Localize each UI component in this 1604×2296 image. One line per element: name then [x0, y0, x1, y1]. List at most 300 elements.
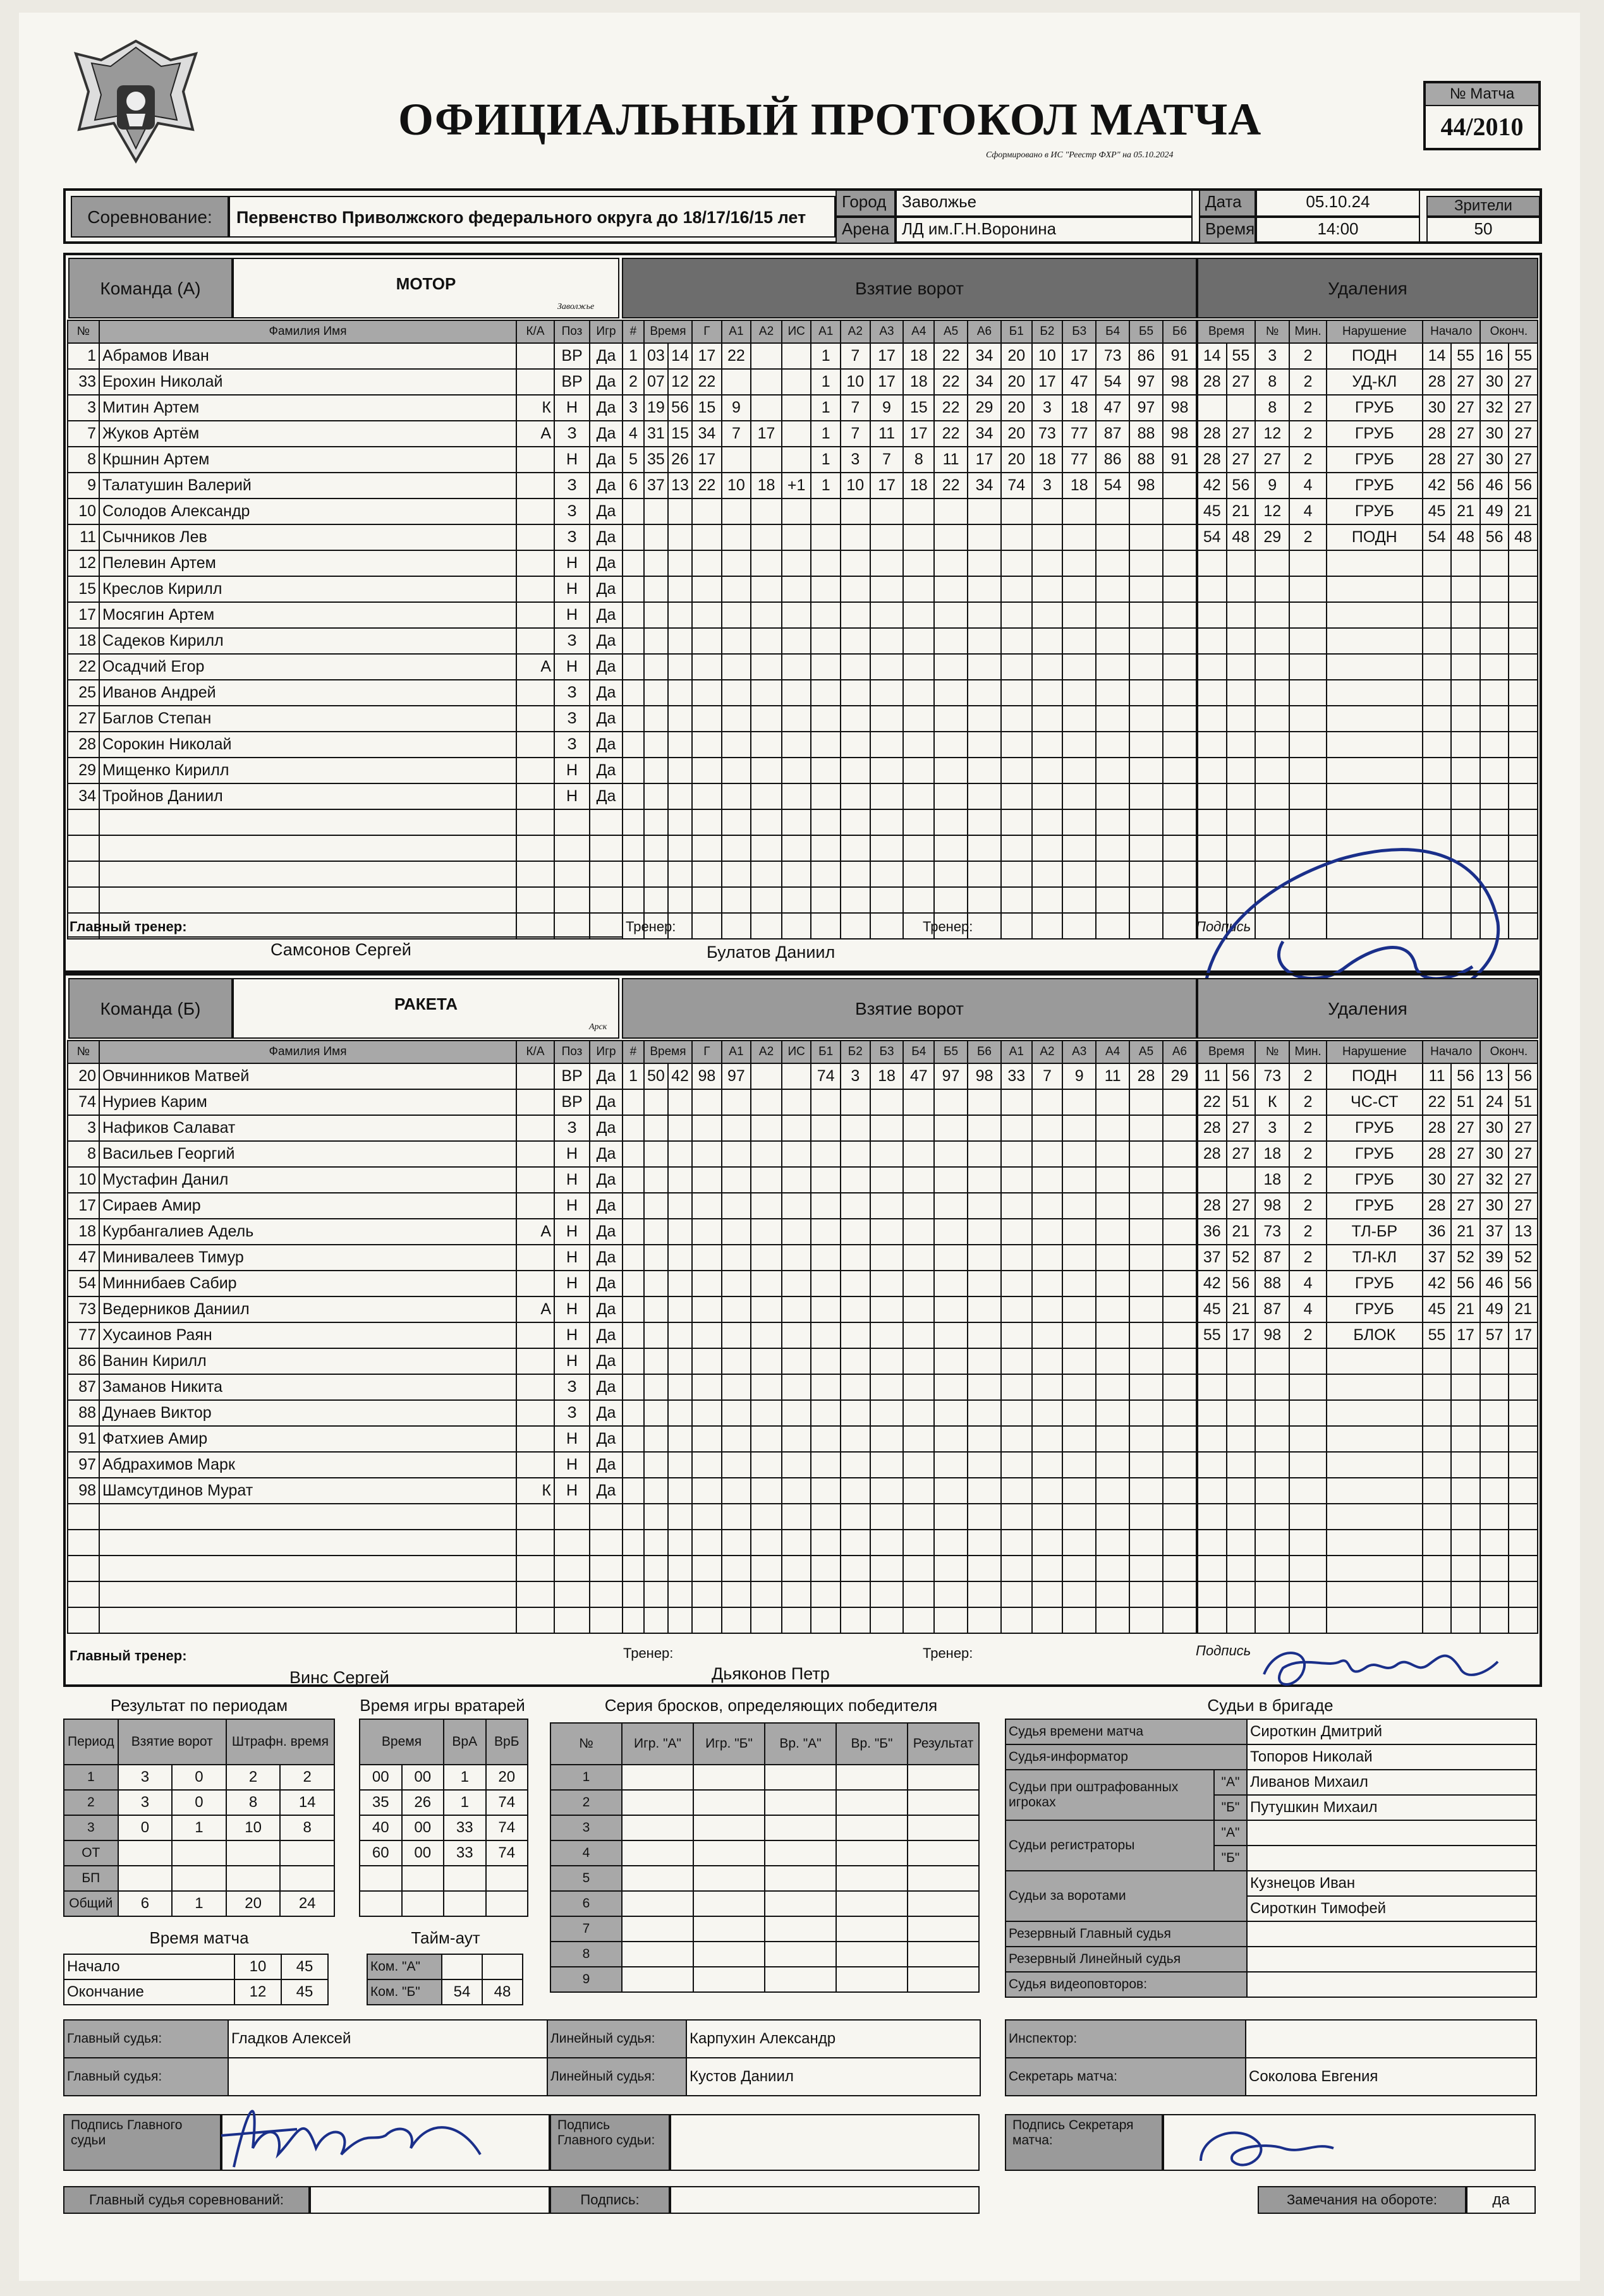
goal-cell [870, 1115, 904, 1141]
goal-cell [751, 783, 782, 809]
penalty-cell: 56 [1480, 524, 1509, 550]
penalty-cell: 22 [1423, 1089, 1452, 1115]
shootout-cell [765, 1815, 836, 1840]
goal-cell: 77 [1062, 447, 1096, 473]
penalty-cell [1198, 783, 1227, 809]
penalty-cell: ГРУБ [1327, 1141, 1423, 1167]
periods-table [63, 1719, 335, 1917]
penalty-cell: ТЛ-КЛ [1327, 1245, 1423, 1271]
goal-cell: 88 [1129, 421, 1163, 447]
goal-cell [751, 887, 782, 913]
goal-cell [668, 1115, 692, 1141]
goal-cell [1163, 1296, 1196, 1322]
penalty-cell: 56 [1509, 1271, 1538, 1296]
timeout-a-sec [482, 1954, 523, 1979]
goal-cell [722, 1245, 751, 1271]
goal-cell [870, 576, 904, 602]
goal-cell [811, 654, 841, 680]
penalty-cell [1227, 1348, 1256, 1374]
goal-cell [644, 1141, 668, 1167]
goal-cell [623, 887, 644, 913]
penalty-cell: ГРУБ [1327, 1271, 1423, 1296]
table-row [68, 783, 623, 809]
penalty-cell: 28 [1423, 1193, 1452, 1219]
goal-cell [841, 1452, 870, 1478]
table-row [64, 1815, 334, 1840]
player-role [516, 706, 554, 732]
shootout-cell [836, 1967, 908, 1992]
goal-cell: 98 [1163, 395, 1196, 421]
shootout-cell [693, 1916, 765, 1942]
penalty-cell [1327, 1607, 1423, 1633]
period-cell [280, 1840, 334, 1866]
table-row [623, 1504, 1196, 1530]
player-position: ВР [554, 1063, 590, 1089]
goal-cell [1163, 576, 1196, 602]
penalty-cell: 57 [1480, 1322, 1509, 1348]
goal-cell [870, 809, 904, 835]
goal-cell [644, 1530, 668, 1556]
goal-cell [1062, 732, 1096, 758]
player-played: Да [590, 1478, 623, 1504]
goal-cell [870, 732, 904, 758]
player-name: Осадчий Егор [99, 654, 516, 680]
shootout-cell [836, 1942, 908, 1967]
goal-cell [1001, 654, 1032, 680]
penalty-cell: 18 [1255, 1141, 1289, 1167]
goal-cell: 17 [692, 447, 722, 473]
player-position: Н [554, 1452, 590, 1478]
player-number [68, 861, 99, 887]
penalty-cell: 28 [1423, 1141, 1452, 1167]
goal-cell [1062, 576, 1096, 602]
player-played: Да [590, 1063, 623, 1089]
team-a-sign-label: Подпись [1196, 919, 1251, 934]
goal-cell [782, 1322, 811, 1348]
goal-cell [968, 576, 1001, 602]
goal-cell [782, 1504, 811, 1530]
goal-cell [1096, 498, 1129, 524]
shootout-cell [836, 1815, 908, 1840]
player-number: 74 [68, 1089, 99, 1115]
goal-cell [934, 732, 968, 758]
goal-cell [1129, 1219, 1163, 1245]
penalty-cell [1289, 1348, 1327, 1374]
penalty-cell [1289, 1478, 1327, 1504]
table-row [550, 1866, 979, 1891]
table-row [623, 913, 1196, 939]
player-role [516, 1374, 554, 1400]
remarks: да [1466, 2186, 1536, 2214]
goal-cell [692, 680, 722, 706]
goal-cell [1032, 706, 1063, 732]
goal-cell [1163, 706, 1196, 732]
penalty-cell: 27 [1255, 447, 1289, 473]
goal-cell [1032, 1322, 1063, 1348]
goal-cell: 88 [1129, 447, 1163, 473]
goal-cell [870, 1348, 904, 1374]
table-row [623, 1296, 1196, 1322]
player-position: З [554, 706, 590, 732]
player-role [516, 1167, 554, 1193]
goal-cell [841, 550, 870, 576]
column-header: № [1255, 320, 1289, 343]
goal-cell [870, 1400, 904, 1426]
goal-cell [903, 1245, 934, 1271]
column-header: Б5 [1129, 320, 1163, 343]
goal-cell: 17 [968, 447, 1001, 473]
goal-cell [692, 758, 722, 783]
penalty-cell [1227, 1607, 1256, 1633]
goal-judge-2: Сироткин Тимофей [1247, 1896, 1536, 1921]
goal-cell [692, 809, 722, 835]
goal-cell [623, 680, 644, 706]
penalty-cell: 37 [1423, 1245, 1452, 1271]
goal-cell [811, 498, 841, 524]
goal-cell [968, 680, 1001, 706]
team-b-trainer2-label: Тренер: [923, 1645, 973, 1661]
sign-main-2-field [670, 2114, 980, 2171]
table-row [623, 1219, 1196, 1245]
player-name: Васильев Георгий [99, 1141, 516, 1167]
table-row [623, 1607, 1196, 1633]
timeout-b-min: 54 [442, 1979, 482, 2005]
penalty-cell: 2 [1289, 1322, 1327, 1348]
shootout-cell [765, 1916, 836, 1942]
player-role [516, 758, 554, 783]
goal-cell: 22 [722, 343, 751, 369]
penalty-cell [1509, 628, 1538, 654]
table-row [68, 1115, 623, 1141]
goal-cell [1096, 628, 1129, 654]
competition-referee-field [310, 2186, 550, 2214]
penalty-cell: 98 [1255, 1322, 1289, 1348]
goal-cell [1032, 1245, 1063, 1271]
goal-cell [1129, 758, 1163, 783]
goal-cell [644, 628, 668, 654]
penalty-cell: 42 [1198, 1271, 1227, 1296]
goal-cell: 19 [644, 395, 668, 421]
penalty-cell: ГРУБ [1327, 1296, 1423, 1322]
goal-cell [934, 576, 968, 602]
player-played: Да [590, 1245, 623, 1271]
team-b-goals-header: Взятие ворот [622, 978, 1197, 1039]
table-row [1198, 732, 1538, 758]
player-played [590, 1607, 623, 1633]
competition-label: Соревнование: [71, 196, 229, 238]
goal-cell: 20 [1001, 421, 1032, 447]
table-row [360, 1866, 528, 1891]
player-role: К [516, 395, 554, 421]
player-role [516, 550, 554, 576]
table-row [623, 706, 1196, 732]
goal-cell [722, 1115, 751, 1141]
goal-cell [811, 1271, 841, 1296]
goal-cell [968, 887, 1001, 913]
goal-cell [1062, 1556, 1096, 1581]
penalty-cell [1227, 1478, 1256, 1504]
player-played: Да [590, 602, 623, 628]
goal-cell [968, 1322, 1001, 1348]
player-played: Да [590, 1374, 623, 1400]
page-title: ОФИЦИАЛЬНЫЙ ПРОТОКОЛ МАТЧА [398, 94, 1262, 145]
penalty-cell [1289, 758, 1327, 783]
penalty-cell [1480, 576, 1509, 602]
penalty-cell: 56 [1227, 1063, 1256, 1089]
table-row [68, 602, 623, 628]
sign-main-1-label: Подпись Главного судьи [63, 2114, 221, 2171]
penalty-cell [1255, 1348, 1289, 1374]
goal-cell [841, 1504, 870, 1530]
goal-cell [692, 628, 722, 654]
table-row [1198, 1089, 1538, 1115]
goal-cell [1032, 1607, 1063, 1633]
column-header: Начало [1423, 1041, 1480, 1063]
goal-cell [692, 576, 722, 602]
goal-cell: 11 [934, 447, 968, 473]
player-name: Креслов Кирилл [99, 576, 516, 602]
main-referee-2-label: Главный судья: [64, 2058, 228, 2096]
penalty-cell [1509, 1478, 1538, 1504]
goal-cell [934, 1322, 968, 1348]
goal-cell [870, 1607, 904, 1633]
goal-cell [903, 1374, 934, 1400]
goal-cell: 17 [870, 473, 904, 498]
shootout-number: 2 [550, 1790, 622, 1815]
goal-cell [841, 1530, 870, 1556]
period-cell: 3 [64, 1815, 118, 1840]
team-b-trainer: Дьяконов Петр [712, 1664, 830, 1683]
secretary: Соколова Евгения [1246, 2058, 1536, 2096]
goal-cell [903, 1426, 934, 1452]
table-row [1198, 783, 1538, 809]
penalty-cell [1480, 1530, 1509, 1556]
player-number [68, 809, 99, 835]
goal-cell [968, 1141, 1001, 1167]
goal-cell [841, 654, 870, 680]
goal-cell [623, 1530, 644, 1556]
column-header: № [68, 320, 99, 343]
goal-cell [692, 1245, 722, 1271]
goal-cell [934, 1426, 968, 1452]
table-row [68, 654, 623, 680]
goal-cell [1001, 524, 1032, 550]
goal-cell [623, 706, 644, 732]
team-b-penalties-header: Удаления [1197, 978, 1538, 1039]
player-played: Да [590, 421, 623, 447]
goal-cell [841, 524, 870, 550]
goal-cell: 2 [623, 369, 644, 395]
goal-cell [668, 1089, 692, 1115]
goal-cell [668, 550, 692, 576]
table-row [64, 1866, 334, 1891]
table-row [68, 809, 623, 835]
goal-cell [934, 1141, 968, 1167]
table-row [1198, 421, 1538, 447]
table-row [550, 1891, 979, 1916]
goal-cell [934, 1089, 968, 1115]
penalty-cell [1227, 654, 1256, 680]
goal-cell: 15 [903, 395, 934, 421]
goal-cell [1096, 1219, 1129, 1245]
goal-cell: 47 [1062, 369, 1096, 395]
penalty-cell [1255, 1607, 1289, 1633]
penalty-cell [1423, 783, 1452, 809]
goal-cell [668, 758, 692, 783]
penalty-cell [1255, 1426, 1289, 1452]
goal-cell [811, 861, 841, 887]
column-header: ИС [782, 1041, 811, 1063]
goal-cell [782, 1141, 811, 1167]
goal-cell [1062, 1348, 1096, 1374]
player-name: Баглов Степан [99, 706, 516, 732]
goal-cell [968, 732, 1001, 758]
goal-cell [1163, 1452, 1196, 1478]
goal-cell [782, 861, 811, 887]
goal-cell [782, 913, 811, 939]
goal-cell [934, 861, 968, 887]
table-row [550, 1815, 979, 1840]
penalty-cell: 45 [1423, 1296, 1452, 1322]
player-number: 1 [68, 343, 99, 369]
goal-cell: 1 [623, 1063, 644, 1089]
goal-cell [1001, 1504, 1032, 1530]
penalty-cell [1198, 1607, 1227, 1633]
penalty-cell: 45 [1198, 1296, 1227, 1322]
goal-cell [692, 1296, 722, 1322]
time-label: Время [1199, 217, 1256, 244]
goal-cell [1129, 576, 1163, 602]
penalty-cell [1198, 1452, 1227, 1478]
penalty-cell [1509, 783, 1538, 809]
goal-cell [751, 809, 782, 835]
goal-cell [811, 550, 841, 576]
table-header [1198, 1041, 1538, 1063]
penalty-cell [1451, 1556, 1480, 1581]
player-position [554, 887, 590, 913]
goalie-cell: 74 [486, 1815, 528, 1840]
match-start-sec: 45 [281, 1954, 328, 1979]
shootout-cell [622, 1866, 693, 1891]
goal-cell [1001, 1452, 1032, 1478]
goal-cell [841, 783, 870, 809]
column-header: Б6 [968, 1041, 1001, 1063]
goal-cell [1062, 1607, 1096, 1633]
goal-cell [968, 1271, 1001, 1296]
goal-cell: 20 [1001, 395, 1032, 421]
penalty-cell: 11 [1198, 1063, 1227, 1089]
goal-cell [722, 524, 751, 550]
goal-cell [623, 1478, 644, 1504]
column-header: К/А [516, 320, 554, 343]
goal-cell [1062, 1478, 1096, 1504]
goal-cell [623, 602, 644, 628]
player-number: 98 [68, 1478, 99, 1504]
table-row [68, 887, 623, 913]
goal-cell [968, 1504, 1001, 1530]
player-position: Н [554, 1478, 590, 1504]
goalie-cell: 00 [402, 1815, 444, 1840]
goal-cell: 1 [811, 447, 841, 473]
goal-cell [1096, 1193, 1129, 1219]
goal-cell: 47 [903, 1063, 934, 1089]
goal-cell [751, 1530, 782, 1556]
table-row [1198, 1556, 1538, 1581]
penalty-cell [1227, 550, 1256, 576]
table-row [1198, 1219, 1538, 1245]
table-row [68, 758, 623, 783]
table-row [1198, 1607, 1538, 1633]
shootout-cell [622, 1815, 693, 1840]
goal-cell [722, 1400, 751, 1426]
penalty-cell [1289, 1530, 1327, 1556]
goal-cell [968, 1219, 1001, 1245]
goal-cell [751, 1504, 782, 1530]
penalty-cell: 56 [1227, 1271, 1256, 1296]
goal-cell [692, 1530, 722, 1556]
goal-cell [751, 758, 782, 783]
column-header: Б2 [841, 1041, 870, 1063]
goal-cell: 20 [1001, 343, 1032, 369]
player-name: Абдрахимов Марк [99, 1452, 516, 1478]
player-played: Да [590, 732, 623, 758]
penalty-cell: 27 [1509, 395, 1538, 421]
player-number: 88 [68, 1400, 99, 1426]
goal-cell [870, 1167, 904, 1193]
goal-cell: 22 [934, 473, 968, 498]
goal-cell [782, 680, 811, 706]
penalty-cell: ГРУБ [1327, 473, 1423, 498]
penalty-cell [1480, 550, 1509, 576]
player-role [516, 861, 554, 887]
goal-cell [1062, 887, 1096, 913]
penalty-cell: 8 [1255, 395, 1289, 421]
column-header: Результат [908, 1723, 979, 1765]
goal-cell: 34 [968, 421, 1001, 447]
goal-cell [692, 1607, 722, 1633]
goal-cell [1129, 1556, 1163, 1581]
penalty-cell [1327, 1452, 1423, 1478]
goal-cell [903, 550, 934, 576]
goal-cell: 6 [623, 473, 644, 498]
goal-cell [903, 498, 934, 524]
column-header: Игр. "Б" [693, 1723, 765, 1765]
goal-cell [751, 835, 782, 861]
penalty-cell: 55 [1423, 1322, 1452, 1348]
goal-cell [722, 1374, 751, 1400]
player-position: ВР [554, 1089, 590, 1115]
goal-cell [692, 706, 722, 732]
goal-cell [1001, 1581, 1032, 1607]
penalty-cell: 4 [1289, 473, 1327, 498]
player-position: З [554, 473, 590, 498]
goal-cell [668, 1167, 692, 1193]
goal-cell [903, 654, 934, 680]
column-header: Б1 [811, 1041, 841, 1063]
team-a-penalties-header: Удаления [1197, 258, 1538, 318]
penalty-cell [1327, 1374, 1423, 1400]
secretary-signature [1188, 2110, 1352, 2186]
goal-cell [968, 1115, 1001, 1141]
goal-cell [1163, 1167, 1196, 1193]
goal-cell [1001, 1219, 1032, 1245]
goal-cell [1096, 1504, 1129, 1530]
table-row [360, 1840, 528, 1866]
goal-cell [1001, 1141, 1032, 1167]
table-row [1198, 1322, 1538, 1348]
goal-cell [782, 1426, 811, 1452]
penalty-cell [1451, 758, 1480, 783]
